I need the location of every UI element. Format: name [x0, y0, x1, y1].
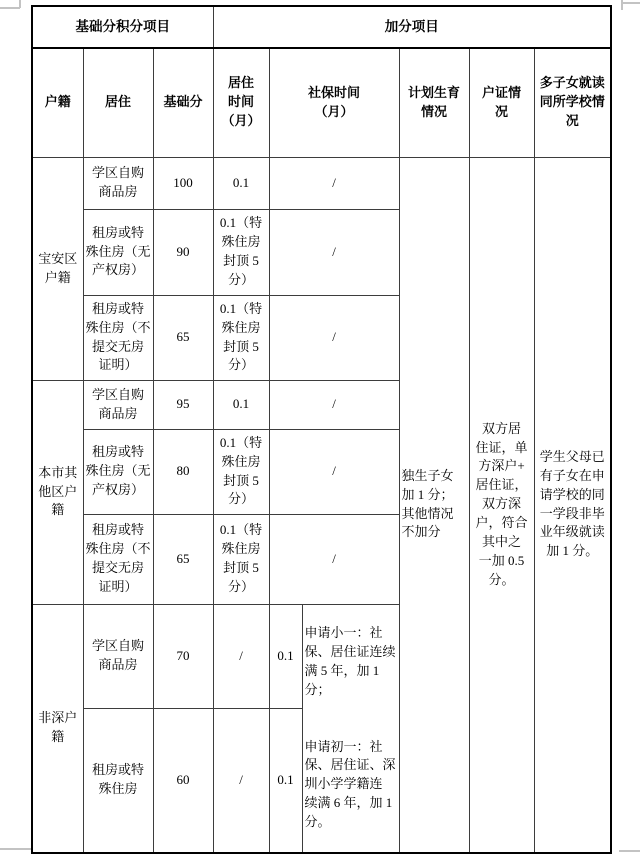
social-security-rate-cell: 0.1	[269, 708, 302, 852]
header-hukou: 户籍	[32, 48, 83, 157]
header-social-security-months: 社保时间 （月）	[269, 48, 399, 157]
header-residence: 居住	[83, 48, 153, 157]
table-row	[32, 157, 611, 209]
residence-cell: 租房或特 殊住房（无 产权房）	[83, 209, 153, 295]
residence-time-cell: /	[213, 604, 269, 708]
residence-time-cell: 0.1（特 殊住房 封顶 5 分）	[213, 429, 269, 514]
base-score-cell: 90	[153, 209, 213, 295]
base-score-cell: 80	[153, 429, 213, 514]
social-security-cell: /	[269, 514, 399, 604]
admission-points-table	[31, 5, 612, 854]
residence-time-cell: 0.1	[213, 380, 269, 429]
table-header-group-row	[32, 6, 611, 48]
hukou-cell-other-district: 本市其 他区户 籍	[32, 380, 83, 604]
page-edge-artifact-top-left-v	[19, 0, 21, 8]
social-security-note-cell	[302, 604, 399, 853]
residence-cell: 学区自购 商品房	[83, 604, 153, 708]
residence-cell: 租房或特 殊住房（不 提交无房 证明）	[83, 514, 153, 604]
family-planning-note-cell: 独生子女 加 1 分； 其他情况 不加分	[399, 157, 469, 853]
header-bonus-points-group: 加分项目	[213, 6, 611, 48]
social-security-cell: /	[269, 429, 399, 514]
header-family-planning: 计划生育 情况	[399, 48, 469, 157]
social-security-rate-cell: 0.1	[269, 604, 302, 708]
residence-time-cell: 0.1（特 殊住房 封顶 5 分）	[213, 209, 269, 295]
base-score-cell: 100	[153, 157, 213, 209]
residence-cell: 学区自购 商品房	[83, 380, 153, 429]
residence-time-cell: 0.1	[213, 157, 269, 209]
page-edge-artifact-top-right-h	[621, 2, 640, 4]
page-edge-artifact-bottom-right	[619, 850, 640, 852]
social-security-note-primary: 申请小一：社 保、居住证连续 满 5 年，加 1 分；	[304, 625, 396, 697]
page-edge-artifact-top-left-h	[0, 7, 20, 9]
residence-cell: 租房或特 殊住房（不 提交无房 证明）	[83, 295, 153, 380]
residence-time-cell: /	[213, 708, 269, 852]
multi-child-note-cell: 学生父母已 有子女在申 请学校的同 一学段非毕 业年级就读 加 1 分。	[534, 157, 611, 853]
household-permit-note-cell: 双方居 住证，单 方深户+ 居住证， 双方深 户，符合 其中之 一加 0.5 分。	[469, 157, 534, 853]
base-score-cell: 60	[153, 708, 213, 852]
header-base-points-group: 基础分积分项目	[32, 6, 213, 48]
page-edge-artifact-top-right-v	[621, 0, 623, 10]
residence-time-cell: 0.1（特 殊住房 封顶 5 分）	[213, 295, 269, 380]
social-security-cell: /	[269, 157, 399, 209]
social-security-note-junior: 申请初一：社 保、居住证、深 圳小学学籍连 续满 6 年，加 1 分。	[304, 738, 396, 829]
header-household-permit: 户证情 况	[469, 48, 534, 157]
hukou-cell-baoan: 宝安区 户籍	[32, 157, 83, 380]
table-header-columns-row	[32, 48, 611, 157]
residence-time-cell: 0.1（特 殊住房 封顶 5 分）	[213, 514, 269, 604]
hukou-cell-non-shenzhen: 非深户 籍	[32, 604, 83, 853]
header-multi-child: 多子女就读 同所学校情 况	[534, 48, 611, 157]
header-residence-months: 居住 时间 （月）	[213, 48, 269, 157]
base-score-cell: 95	[153, 380, 213, 429]
base-score-cell: 65	[153, 295, 213, 380]
base-score-cell: 70	[153, 604, 213, 708]
residence-cell: 租房或特 殊住房	[83, 708, 153, 852]
header-base-score: 基础分	[153, 48, 213, 157]
social-security-cell: /	[269, 380, 399, 429]
social-security-cell: /	[269, 295, 399, 380]
social-security-cell: /	[269, 209, 399, 295]
base-score-cell: 65	[153, 514, 213, 604]
residence-cell: 学区自购 商品房	[83, 157, 153, 209]
residence-cell: 租房或特 殊住房（无 产权房）	[83, 429, 153, 514]
